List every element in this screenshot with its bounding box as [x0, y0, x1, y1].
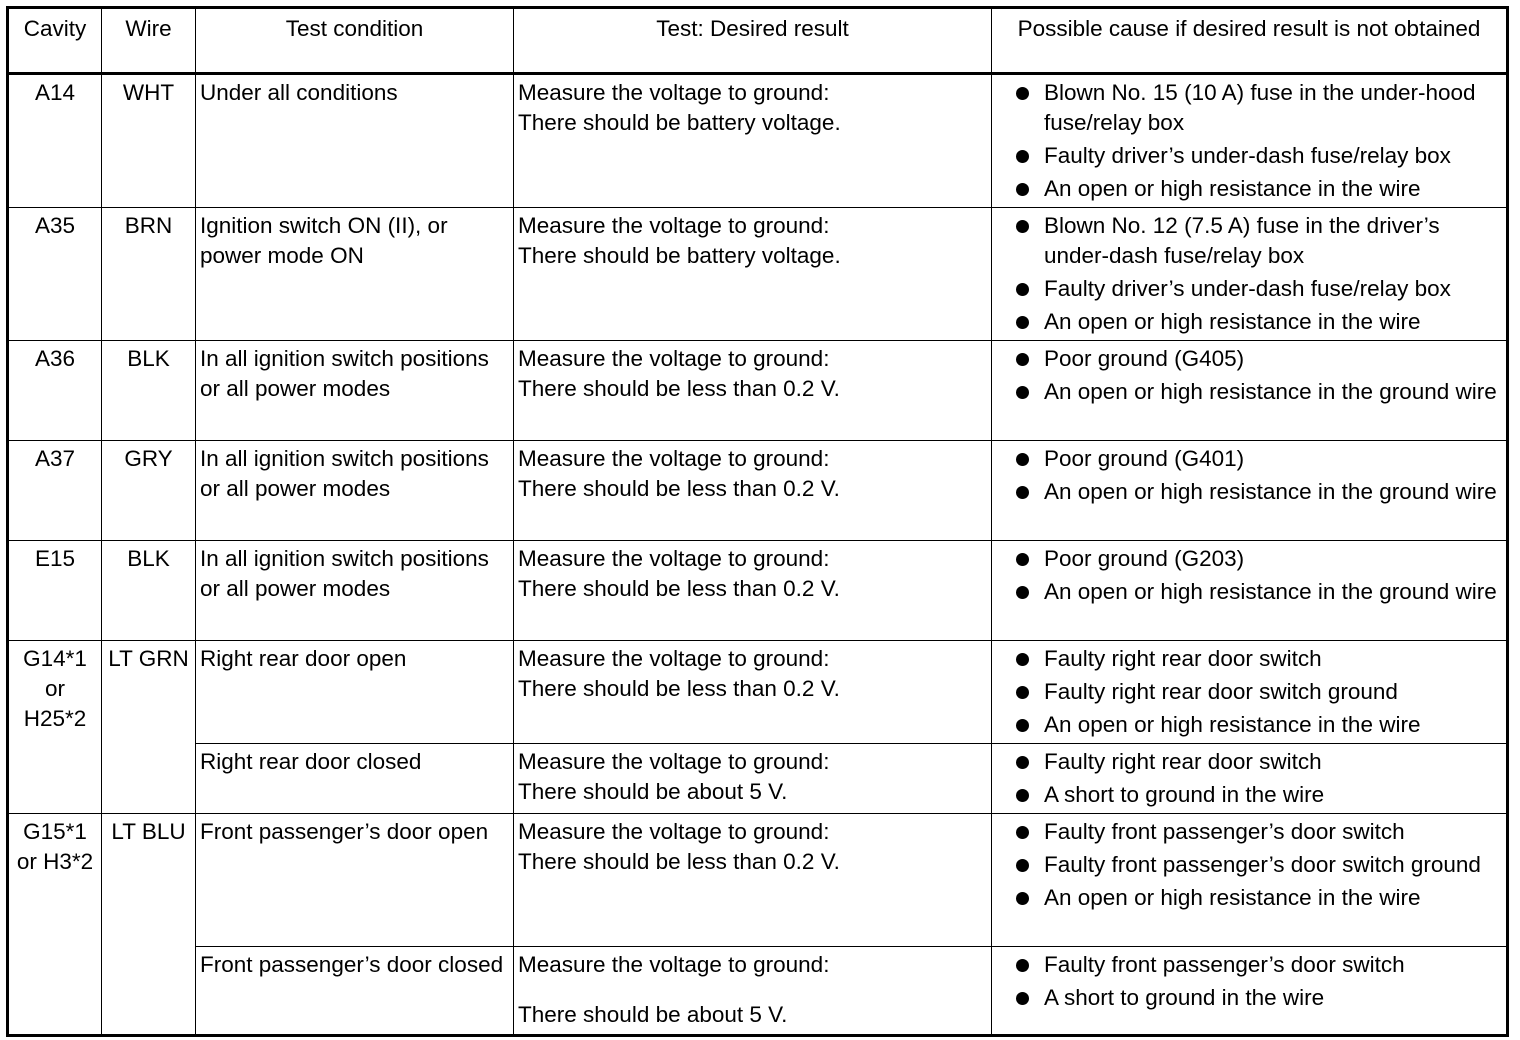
header-wire: Wire [102, 8, 196, 74]
cause-list [996, 211, 1502, 337]
cause-item [996, 677, 1502, 707]
result-line: There should be less than 0.2 V. [518, 576, 840, 601]
cavity-cell: A35 [8, 208, 102, 341]
bullet-icon [1016, 789, 1029, 802]
condition-cell: In all ignition switch positions or all power modes [196, 341, 514, 441]
cavity-cell: A36 [8, 341, 102, 441]
result-line: Measure the voltage to ground: [518, 546, 830, 571]
result-line: There should be about 5 V. [518, 779, 788, 804]
cause-item [996, 477, 1502, 507]
condition-cell: Right rear door closed [196, 744, 514, 814]
cause-list [996, 444, 1502, 507]
cause-item [996, 307, 1502, 337]
cause-item [996, 344, 1502, 374]
wire-cell: BLK [102, 341, 196, 441]
cause-list [996, 644, 1502, 740]
result-line: There should be battery voltage. [518, 110, 841, 135]
header-test-condition: Test condition [196, 8, 514, 74]
cavity-cell: E15 [8, 541, 102, 641]
result-cell [514, 641, 992, 744]
condition-cell: Front passenger’s door closed [196, 947, 514, 1036]
cause-text: Faulty front passenger’s door switch [1044, 819, 1405, 844]
cause-text: A short to ground in the wire [1044, 985, 1325, 1010]
cause-list [996, 344, 1502, 407]
cause-list [996, 817, 1502, 913]
cause-cell [992, 744, 1508, 814]
bullet-icon [1016, 183, 1029, 196]
bullet-icon [1016, 386, 1029, 399]
cause-text: Faulty driver’s under-dash fuse/relay box [1044, 276, 1451, 301]
cause-text: Faulty right rear door switch [1044, 749, 1322, 774]
header-desired-result: Test: Desired result [514, 8, 992, 74]
result-line: Measure the voltage to ground: [518, 819, 830, 844]
bullet-icon [1016, 992, 1029, 1005]
bullet-icon [1016, 220, 1029, 233]
cause-text: Poor ground (G203) [1044, 546, 1245, 571]
bullet-icon [1016, 283, 1029, 296]
cause-text: Blown No. 12 (7.5 A) fuse in the driver’s under-dash fuse/relay box [1044, 213, 1440, 268]
cause-item [996, 174, 1502, 204]
table-row [8, 541, 1508, 641]
bullet-icon [1016, 859, 1029, 872]
result-line: There should be about 5 V. [518, 1002, 788, 1027]
bullet-icon [1016, 826, 1029, 839]
cause-item [996, 883, 1502, 913]
cause-item [996, 644, 1502, 674]
condition-cell: Right rear door open [196, 641, 514, 744]
result-line: Measure the voltage to ground: [518, 646, 830, 671]
cause-item [996, 444, 1502, 474]
bullet-icon [1016, 353, 1029, 366]
result-cell [514, 541, 992, 641]
cavity-cell: G15*1 or H3*2 [8, 814, 102, 1036]
condition-cell: Under all conditions [196, 74, 514, 208]
result-cell [514, 74, 992, 208]
cause-text: An open or high resistance in the wire [1044, 885, 1421, 910]
bullet-icon [1016, 653, 1029, 666]
cause-cell [992, 541, 1508, 641]
bullet-icon [1016, 959, 1029, 972]
bullet-icon [1016, 150, 1029, 163]
table-row [8, 814, 1508, 947]
table-row [8, 744, 1508, 814]
cause-text: An open or high resistance in the wire [1044, 712, 1421, 737]
cause-text: Blown No. 15 (10 A) fuse in the under-hood fuse/relay box [1044, 80, 1476, 135]
cause-cell [992, 341, 1508, 441]
result-line: There should be less than 0.2 V. [518, 376, 840, 401]
cause-list [996, 78, 1502, 204]
result-line: There should be less than 0.2 V. [518, 676, 840, 701]
cause-cell [992, 814, 1508, 947]
cause-item [996, 983, 1502, 1013]
result-spacer [518, 980, 987, 1000]
result-line: Measure the voltage to ground: [518, 749, 830, 774]
cause-cell [992, 947, 1508, 1036]
table-header-row [8, 8, 1508, 74]
cavity-cell: G14*1 or H25*2 [8, 641, 102, 814]
cause-item [996, 747, 1502, 777]
condition-cell: In all ignition switch positions or all power modes [196, 541, 514, 641]
result-cell [514, 814, 992, 947]
cause-text: Faulty right rear door switch [1044, 646, 1322, 671]
cause-item [996, 377, 1502, 407]
cause-text: A short to ground in the wire [1044, 782, 1325, 807]
bullet-icon [1016, 453, 1029, 466]
header-possible-cause: Possible cause if desired result is not obtained [992, 8, 1508, 74]
wire-cell: BLK [102, 541, 196, 641]
cavity-cell: A14 [8, 74, 102, 208]
wire-cell: LT BLU [102, 814, 196, 1036]
cause-item [996, 141, 1502, 171]
bullet-icon [1016, 316, 1029, 329]
cause-cell [992, 441, 1508, 541]
cause-text: Faulty front passenger’s door switch [1044, 952, 1405, 977]
header-cavity: Cavity [8, 8, 102, 74]
bullet-icon [1016, 87, 1029, 100]
table-row [8, 208, 1508, 341]
table-row [8, 441, 1508, 541]
result-cell [514, 208, 992, 341]
cause-list [996, 950, 1502, 1013]
cause-item [996, 850, 1502, 880]
cause-cell [992, 208, 1508, 341]
bullet-icon [1016, 892, 1029, 905]
bullet-icon [1016, 756, 1029, 769]
cause-item [996, 274, 1502, 304]
cause-list [996, 747, 1502, 810]
result-cell [514, 341, 992, 441]
cause-text: Faulty right rear door switch ground [1044, 679, 1398, 704]
bullet-icon [1016, 586, 1029, 599]
cause-item [996, 577, 1502, 607]
cause-item [996, 710, 1502, 740]
table-row [8, 341, 1508, 441]
cause-text: Poor ground (G405) [1044, 346, 1245, 371]
cause-item [996, 780, 1502, 810]
cause-item [996, 78, 1502, 138]
condition-cell: Ignition switch ON (II), or power mode ON [196, 208, 514, 341]
bullet-icon [1016, 686, 1029, 699]
table-row [8, 641, 1508, 744]
cause-text: Faulty front passenger’s door switch ground [1044, 852, 1481, 877]
cavity-cell: A37 [8, 441, 102, 541]
result-cell [514, 947, 992, 1036]
cause-text: An open or high resistance in the wire [1044, 176, 1421, 201]
result-cell [514, 441, 992, 541]
wire-cell: LT GRN [102, 641, 196, 814]
table-row [8, 74, 1508, 208]
cause-item [996, 544, 1502, 574]
wire-cell: GRY [102, 441, 196, 541]
bullet-icon [1016, 486, 1029, 499]
condition-cell: Front passenger’s door open [196, 814, 514, 947]
cause-item [996, 950, 1502, 980]
bullet-icon [1016, 719, 1029, 732]
result-line: Measure the voltage to ground: [518, 346, 830, 371]
condition-cell: In all ignition switch positions or all power modes [196, 441, 514, 541]
cause-text: An open or high resistance in the ground wire [1044, 579, 1497, 604]
cause-text: An open or high resistance in the wire [1044, 309, 1421, 334]
cause-text: Poor ground (G401) [1044, 446, 1245, 471]
cause-cell [992, 74, 1508, 208]
result-line: Measure the voltage to ground: [518, 446, 830, 471]
wire-cell: BRN [102, 208, 196, 341]
table-row [8, 947, 1508, 1036]
result-line: There should be less than 0.2 V. [518, 849, 840, 874]
wire-cell: WHT [102, 74, 196, 208]
result-cell [514, 744, 992, 814]
cause-item [996, 817, 1502, 847]
test-table [6, 6, 1509, 1037]
cause-text: An open or high resistance in the ground wire [1044, 479, 1497, 504]
cause-cell [992, 641, 1508, 744]
cause-item [996, 211, 1502, 271]
result-line: Measure the voltage to ground: [518, 213, 830, 238]
cause-text: An open or high resistance in the ground wire [1044, 379, 1497, 404]
result-line: There should be less than 0.2 V. [518, 476, 840, 501]
result-line: Measure the voltage to ground: [518, 952, 830, 977]
cause-text: Faulty driver’s under-dash fuse/relay box [1044, 143, 1451, 168]
bullet-icon [1016, 553, 1029, 566]
result-line: Measure the voltage to ground: [518, 80, 830, 105]
cause-list [996, 544, 1502, 607]
result-line: There should be battery voltage. [518, 243, 841, 268]
